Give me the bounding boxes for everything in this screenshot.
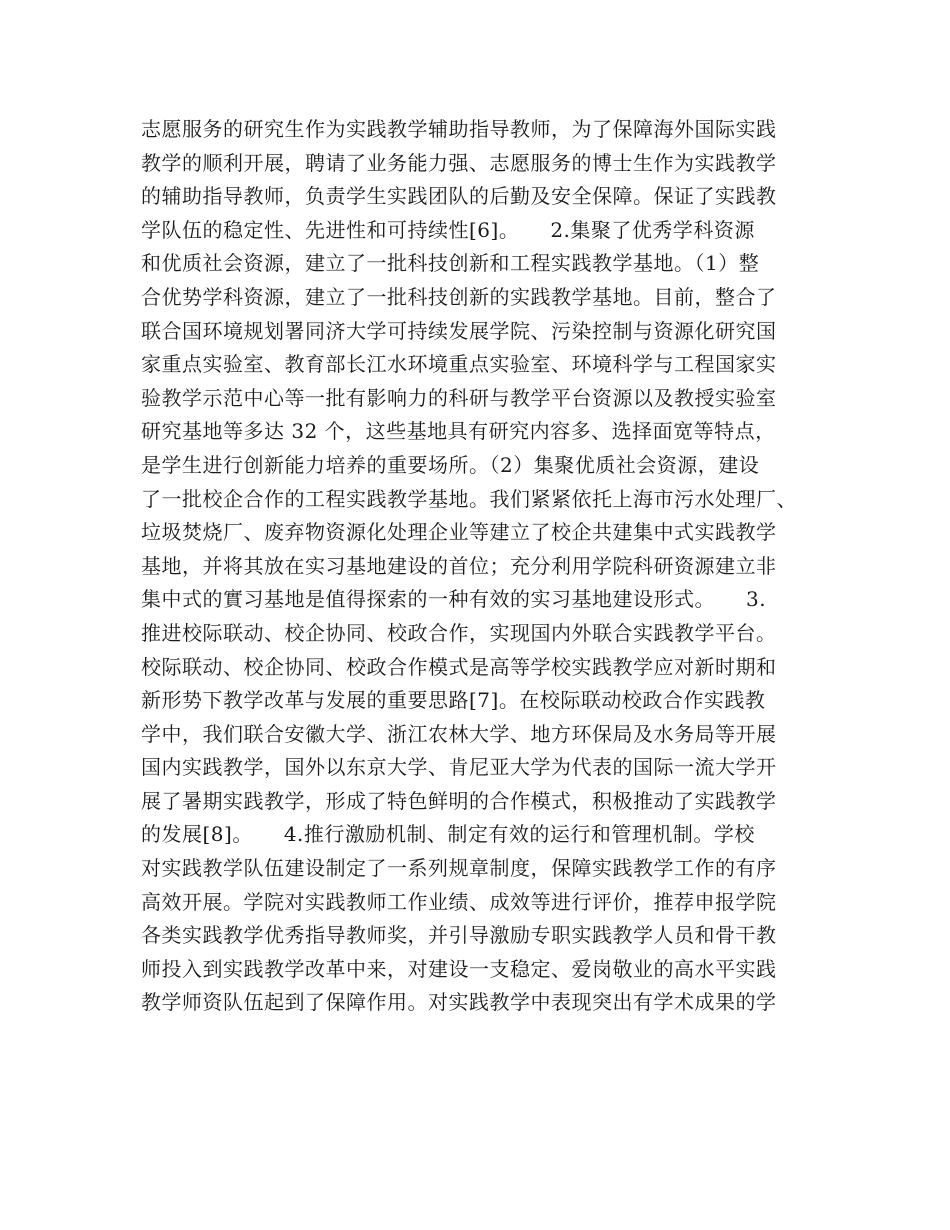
text-line: 联合国环境规划署同济大学可持续发展学院、污染控制与资源化研究国 xyxy=(141,318,777,343)
text-line: 校际联动、校企协同、校政合作模式是高等学校实践教学应对新时期和 xyxy=(141,654,777,679)
text-line: 师投入到实践教学改革中来，对建设一支稳定、爱岗敬业的高水平实践 xyxy=(141,956,777,981)
text-line: 合优势学科资源，建立了一批科技创新的实践教学基地。目前，整合了 xyxy=(141,284,777,309)
text-line: 集中式的實习基地是值得探索的一种有效的实习基地建设形式。 3. xyxy=(141,587,767,612)
text-line: 是学生进行创新能力培养的重要场所。（2）集聚优质社会资源，建设 xyxy=(141,452,760,477)
text-line: 验教学示范中心等一批有影响力的科研与教学平台资源以及教授实验室 xyxy=(141,385,777,410)
text-line: 学队伍的稳定性、先进性和可持续性[6]。 2.集聚了优秀学科资源 xyxy=(141,217,755,242)
text-line: 家重点实验室、教育部长江水环境重点实验室、环境科学与工程国家实 xyxy=(141,352,777,377)
text-line: 学中，我们联合安徽大学、浙江农林大学、地方环保局及水务局等开展 xyxy=(141,721,777,746)
text-line: 高效开展。学院对实践教师工作业绩、成效等进行评价，推荐申报学院 xyxy=(141,889,777,914)
text-line: 国内实践教学，国外以东京大学、肯尼亚大学为代表的国际一流大学开 xyxy=(141,755,777,780)
text-line: 的辅助指导教师，负责学生实践团队的后勤及安全保障。保证了实践教 xyxy=(141,184,777,209)
text-line: 推进校际联动、校企协同、校政合作，实现国内外联合实践教学平台。 xyxy=(141,620,777,645)
body-text xyxy=(141,113,831,1020)
text-line: 教学师资队伍起到了保障作用。对实践教学中表现突出有学术成果的学 xyxy=(141,990,777,1015)
text-line: 教学的顺利开展，聘请了业务能力强、志愿服务的博士生作为实践教学 xyxy=(141,150,777,175)
text-line: 新形势下教学改革与发展的重要思路[7]。在校际联动校政合作实践教 xyxy=(141,688,766,713)
text-line: 的发展[8]。 4.推行激励机制、制定有效的运行和管理机制。学校 xyxy=(141,822,755,847)
text-line: 和优质社会资源，建立了一批科技创新和工程实践教学基地。（1）整 xyxy=(141,251,760,276)
text-line: 展了暑期实践教学，形成了特色鲜明的合作模式，积极推动了实践教学 xyxy=(141,788,777,813)
text-line: 垃圾焚烧厂、废弃物资源化处理企业等建立了校企共建集中式实践教学 xyxy=(141,520,777,545)
text-line: 志愿服务的研究生作为实践教学辅助指导教师，为了保障海外国际实践 xyxy=(141,117,777,141)
text-line: 对实践教学队伍建设制定了一系列规章制度，保障实践教学工作的有序 xyxy=(141,856,777,881)
text-line: 了一批校企合作的工程实践教学基地。我们紧紧依托上海市污水处理厂、 xyxy=(141,486,797,511)
text-line: 基地，并将其放在实习基地建设的首位；充分利用学院科研资源建立非 xyxy=(141,553,777,578)
text-line: 研究基地等多达 32 个，这些基地具有研究内容多、选择面宽等特点， xyxy=(141,419,776,444)
text-line: 各类实践教学优秀指导教师奖，并引导激励专职实践教学人员和骨干教 xyxy=(141,923,777,948)
